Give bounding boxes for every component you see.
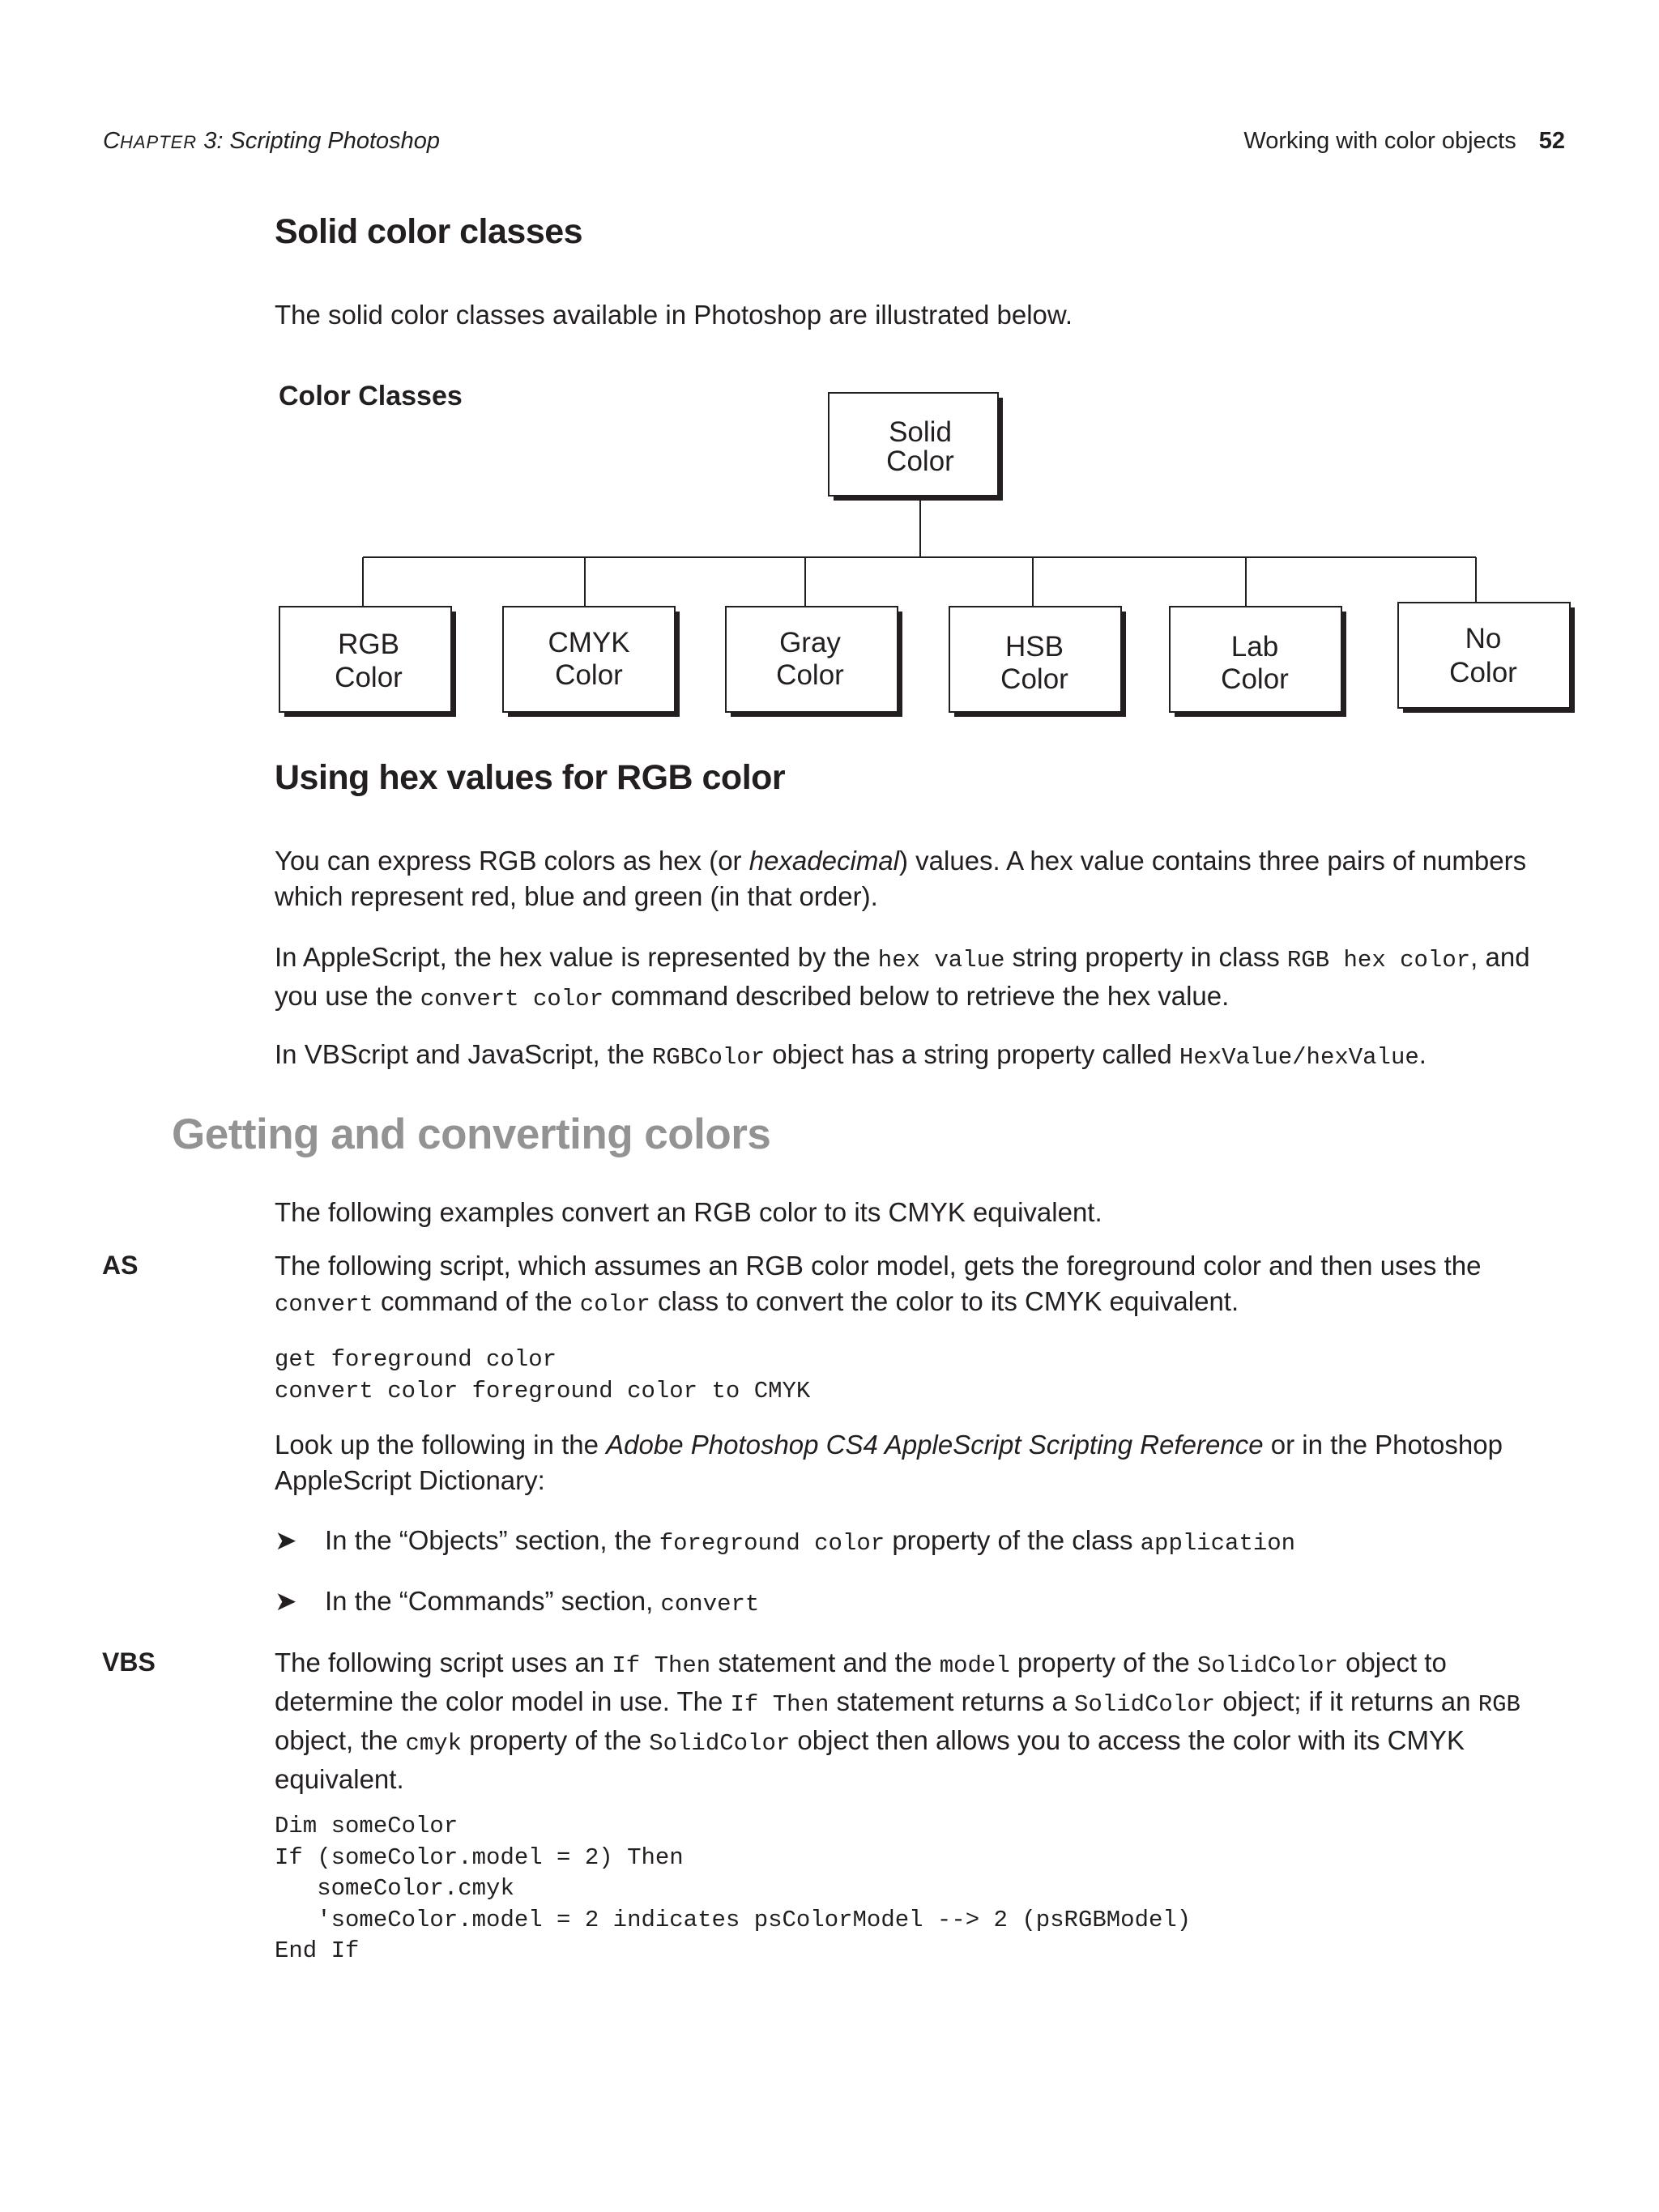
diagram-title: Color Classes: [279, 381, 463, 411]
diagram-node-label: Color: [886, 445, 954, 477]
diagram-node-label: Color: [776, 659, 844, 691]
label-vbs: VBS: [102, 1647, 156, 1677]
hex-paragraph-2: In AppleScript, the hex value is represented by the hex value string property in class RGB hex color, and you use the convert color command described below to retrieve the hex value.: [275, 942, 1530, 1012]
diagram-node-label: Color: [1221, 663, 1289, 695]
as-bullet-objects: ➤ In the “Objects” section, the foreground color property of the class application: [275, 1523, 1295, 1562]
bullet-arrow-icon: ➤: [275, 1525, 297, 1555]
as-bullet-commands: ➤ In the “Commands” section, convert: [275, 1583, 759, 1622]
vbs-paragraph: The following script uses an If Then statement and the model property of the SolidColor object to determine the color model in use. The If Then statement returns a SolidColor object; if it returns an RGB object, the cmyk property of the SolidColor object then allows you to access the color with its CMYK equivalent.: [275, 1647, 1520, 1794]
as-paragraph-2: Look up the following in the Adobe Photoshop CS4 AppleScript Scripting Reference or in the Photoshop AppleScript Dictionary:: [275, 1430, 1503, 1495]
hex-paragraph-1: You can express RGB colors as hex (or hexadecimal) values. A hex value contains three pairs of numbers which represent red, blue and green (in that order).: [275, 846, 1527, 911]
bullet-arrow-icon: ➤: [275, 1586, 297, 1616]
diagram-node-label: No: [1465, 623, 1502, 654]
diagram-node-label: Lab: [1230, 631, 1279, 663]
diagram-node-label: Color: [1449, 657, 1517, 688]
diagram-node-label: HSB: [1005, 631, 1064, 663]
diagram-node-lab-color: [1170, 607, 1346, 717]
section-title: Working with color objects: [1243, 128, 1516, 154]
diagram-node-solid-color: [829, 393, 1003, 501]
diagram-node-hsb-color: [949, 607, 1126, 717]
hex-paragraph-3: In VBScript and JavaScript, the RGBColor object has a string property called HexValue/hexValue.: [275, 1039, 1427, 1071]
as-code-block: get foreground color convert color foreground color to CMYK: [275, 1346, 811, 1404]
converting-intro: The following examples convert an RGB color to its CMYK equivalent.: [275, 1197, 1102, 1227]
diagram-node-label: Gray: [779, 627, 841, 658]
label-as: AS: [102, 1251, 139, 1280]
heading-solid-color-classes: Solid color classes: [275, 212, 583, 251]
heading-hex-values: Using hex values for RGB color: [275, 758, 786, 797]
page-number: 52: [1538, 128, 1565, 154]
diagram-node-gray-color: [726, 607, 902, 717]
vbs-code-block: Dim someColor If (someColor.model = 2) Then someColor.cmyk 'someColor.model = 2 indicates psColorModel --> 2 (psRGBModel) End If: [275, 1813, 1192, 1964]
diagram-node-rgb-color: [279, 607, 456, 717]
diagram-node-label: Color: [335, 662, 403, 693]
diagram-node-label: Solid: [889, 416, 952, 448]
diagram-node-label: RGB: [338, 629, 399, 660]
running-header-chapter: CHAPTER 3: Scripting Photoshop: [103, 128, 441, 154]
as-paragraph-1: The following script, which assumes an RGB color model, gets the foreground color and then uses the convert command of the color class to convert the color to its CMYK equivalent.: [275, 1251, 1482, 1318]
diagram-node-label: Color: [1000, 663, 1068, 695]
diagram-node-label: CMYK: [548, 627, 630, 658]
heading-getting-converting-colors: Getting and converting colors: [172, 1110, 771, 1158]
diagram-node-label: Color: [555, 659, 623, 691]
diagram-node-no-color: [1398, 603, 1575, 713]
diagram-node-cmyk-color: [503, 607, 680, 717]
color-classes-diagram: [0, 0, 1659, 729]
solid-color-intro: The solid color classes available in Photoshop are illustrated below.: [275, 300, 1073, 330]
diagram-connectors: [363, 500, 1476, 606]
